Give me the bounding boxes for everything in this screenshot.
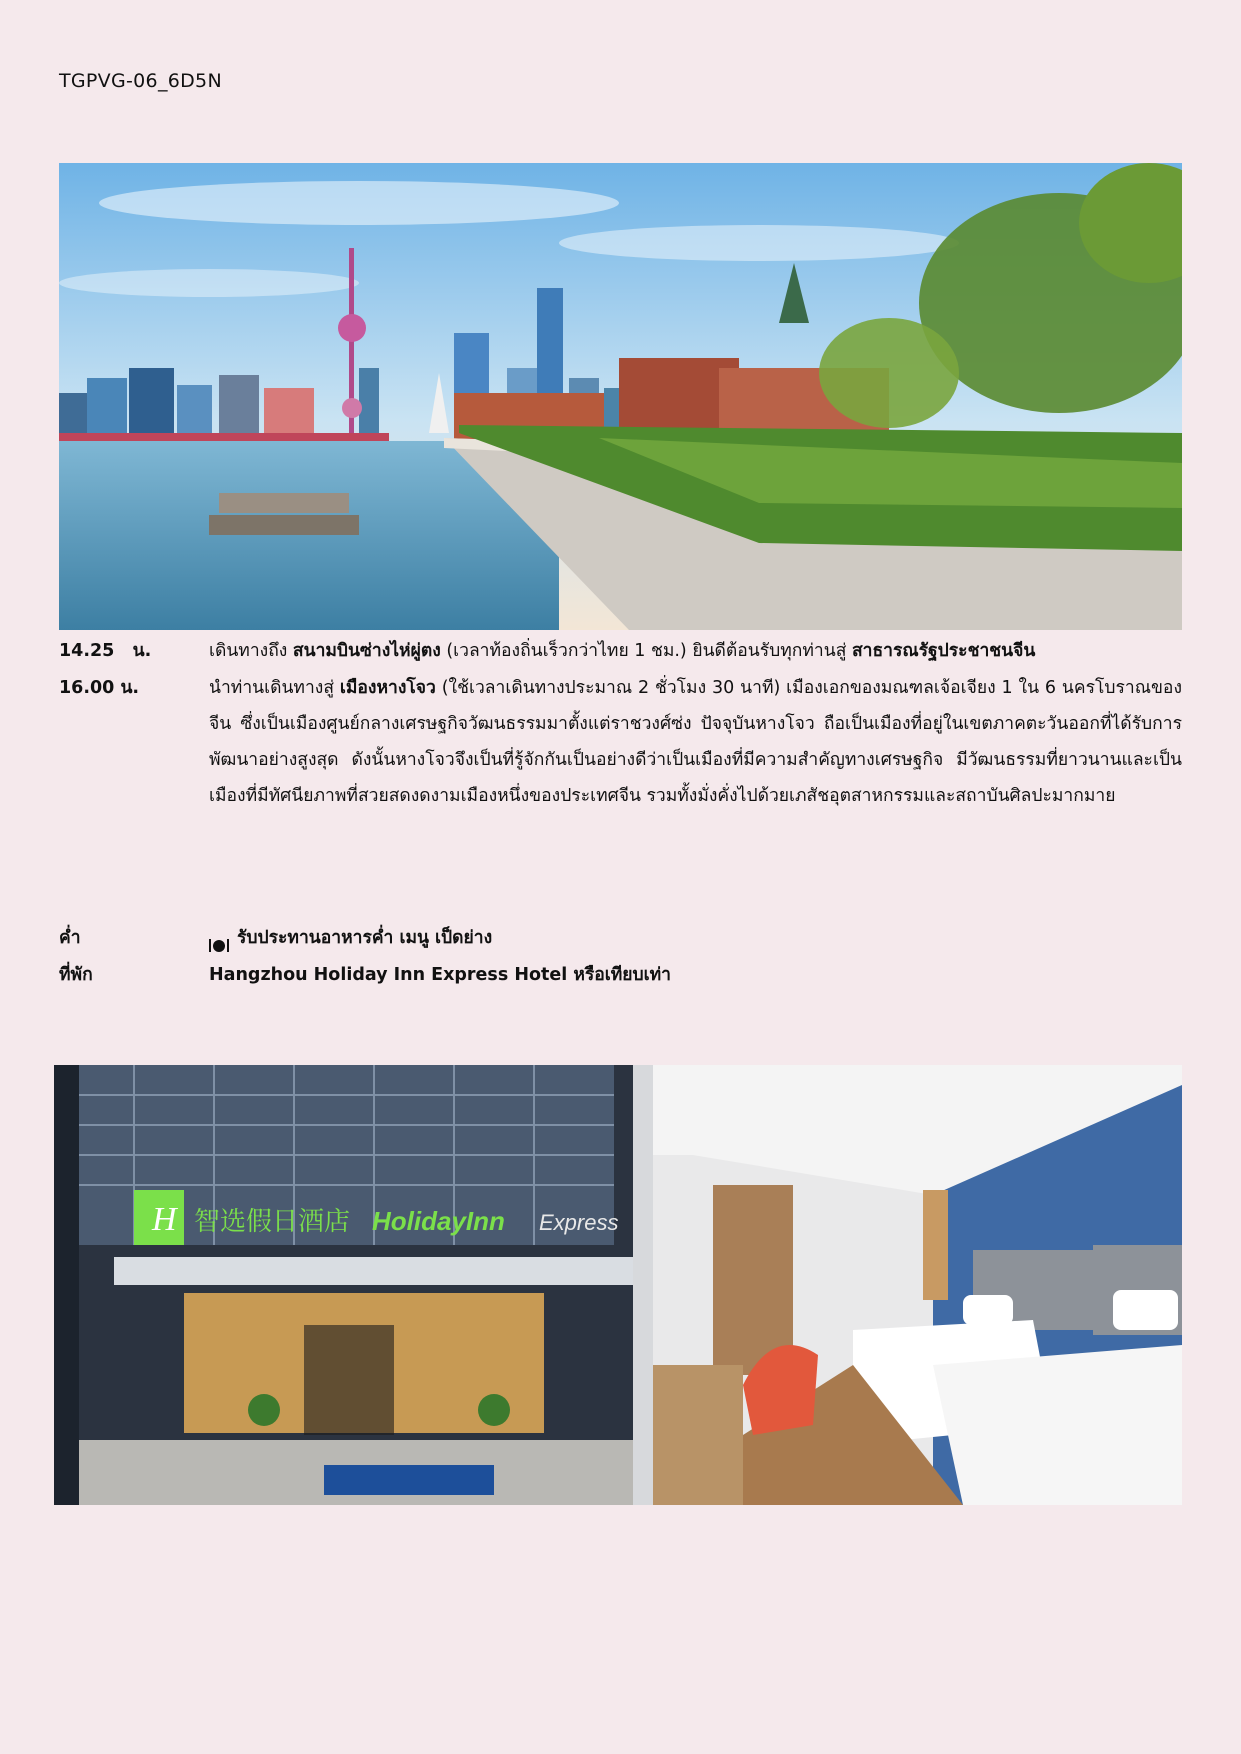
hotel-photos <box>54 1065 1182 1505</box>
city-name: เมืองหางโจว <box>339 678 436 698</box>
hotel-exterior-photo <box>54 1065 633 1505</box>
meal-label: ค่ำ <box>59 928 81 948</box>
text-segment: เดินทางถึง <box>209 641 293 661</box>
hotel-sign-chinese: 智选假日酒店 <box>194 1207 351 1237</box>
itinerary-description <box>209 670 1182 814</box>
meal-text: รับประทานอาหารค่ำ เมนู เป็ดย่าง <box>237 928 493 948</box>
meal-description <box>209 920 1182 956</box>
hotel-logo: H <box>152 1201 177 1238</box>
shanghai-skyline-photo <box>59 163 1182 630</box>
text-segment: (ใช้เวลาเดินทางประมาณ 2 ชั่วโมง 30 นาที) เมืองเอกของมณฑลเจ้อเจียง 1 ใน 6 นครโบราณของจีน ซึ่งเป็นเมืองศูนย์กลางเศรษฐกิจวัฒนธรรมมาตั้งแต่ราชวงศ์ซ่ง ปัจจุบันหางโจว ถือเป็นเมืองที่อยู่ในเขตภาคตะวันออกที่ได้รับการพัฒนาอย่างสูงสุด ดังนั้นหางโจวจึงเป็นที่รู้จักกันเป็นอย่างดีว่าเป็นเมืองที่มีความสำคัญทางเศรษฐกิจ มีวัฒนธรรมที่ยาวนานและเป็นเมืองที่มีทัศนียภาพที่สวยสดงดงามเมืองหนึ่งของประเทศจีน รวมทั้งมั่งคั่งไปด้วยเภสัชอุตสาหกรรมและสถาบันศิลปะมากมาย <box>209 678 1182 806</box>
hotel-sign-suffix: Express <box>539 1210 619 1235</box>
hotel-room-photo <box>633 1065 1182 1505</box>
dining-icon <box>209 930 229 946</box>
text-segment: นำท่านเดินทางสู่ <box>209 678 340 698</box>
country-name: สาธารณรัฐประชาชนจีน <box>851 641 1036 661</box>
text-segment: (เวลาท้องถิ่นเร็วกว่าไทย 1 ชม.) ยินดีต้อนรับทุกท่านสู่ <box>440 641 852 661</box>
hotel-name: Hangzhou Holiday Inn Express Hotel หรือเทียบเท่า <box>209 965 671 985</box>
time-label: 14.25 น. <box>59 641 152 661</box>
itinerary-description <box>209 633 1182 669</box>
hotel-sign-brand: HolidayInn <box>372 1206 505 1236</box>
airport-name: สนามบินซ่างไห่ผู่ตง <box>292 641 441 661</box>
accommodation-label: ที่พัก <box>59 965 93 985</box>
tour-code: TGPVG-06_6D5N <box>59 70 222 92</box>
time-label: 16.00 น. <box>59 678 140 698</box>
